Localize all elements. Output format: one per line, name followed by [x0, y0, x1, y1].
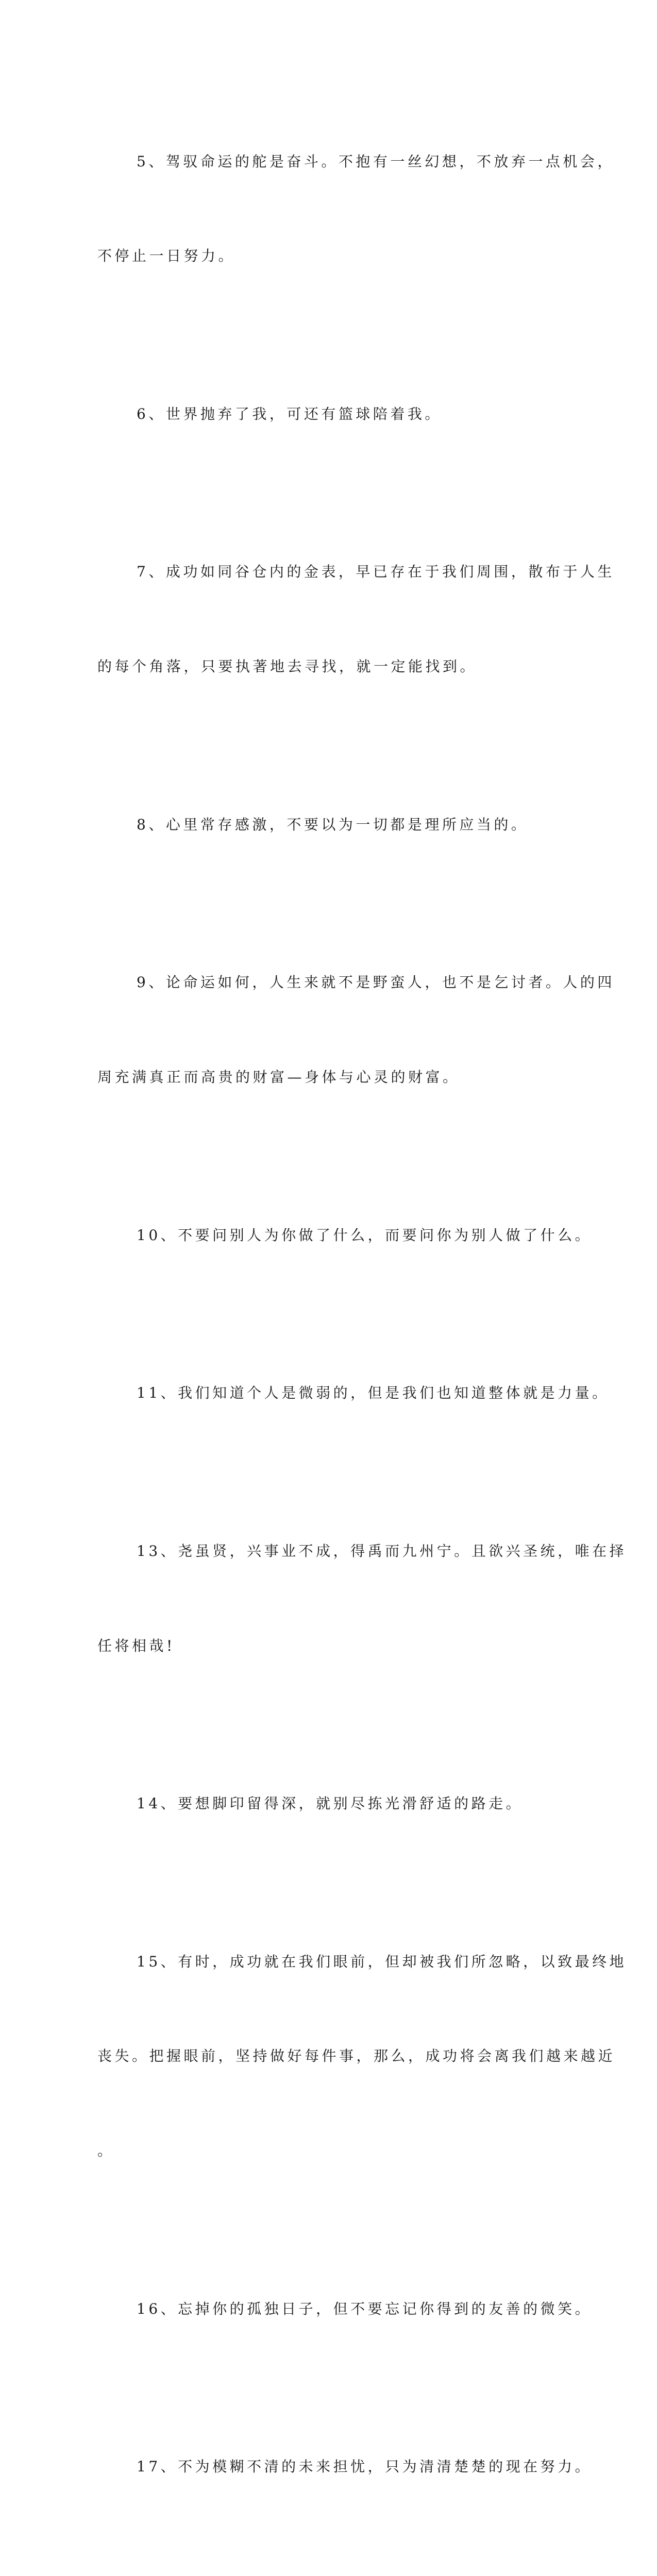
paragraph-line: 的每个角落，只要执著地去寻找，就一定能找到。: [97, 658, 478, 675]
paragraph-line: 8、心里常存感激，不要以为一切都是理所应当的。: [137, 816, 529, 833]
paragraph-line: 5、驾驭命运的舵是奋斗。不抱有一丝幻想，不放弃一点机会，: [137, 152, 615, 170]
paragraph-line: 13、尧虽贤，兴事业不成，得禹而九州宁。且欲兴圣统，唯在择: [137, 1542, 627, 1560]
paragraph-line: 11、我们知道个人是微弱的，但是我们也知道整体就是力量。: [137, 1384, 610, 1402]
paragraph-line: 10、不要问别人为你做了什么，而要问你为别人做了什么。: [137, 1226, 593, 1244]
quote-paragraph-17: [97, 2388, 593, 2546]
quote-paragraph-13: [97, 1472, 627, 1724]
quote-paragraph-6: [97, 335, 561, 493]
paragraph-line: 任将相哉!: [97, 1637, 175, 1654]
quote-paragraph-7: [97, 493, 615, 745]
paragraph-line: 16、忘掉你的孤独日子，但不要忘记你得到的友善的微笑。: [137, 2300, 593, 2317]
quote-paragraph-8: [97, 745, 561, 903]
paragraph-line: 。: [97, 2142, 115, 2160]
paragraph-line: 7、成功如同谷仓内的金表，早已存在于我们周围，散布于人生: [137, 563, 615, 581]
quote-paragraph-9: [97, 904, 615, 1156]
paragraph-line: 丧失。把握眼前，坚持做好每件事，那么，成功将会离我们越来越近: [97, 2047, 616, 2065]
paragraph-line: 6、世界抛弃了我，可还有篮球陪着我。: [137, 405, 442, 422]
paragraph-line: 不停止一日努力。: [97, 247, 236, 265]
quote-paragraph-14: [97, 1724, 561, 1882]
paragraph-line: 15、有时，成功就在我们眼前，但却被我们所忽略，以致最终地: [137, 1953, 627, 1970]
quote-paragraph-18: [97, 2546, 561, 2576]
quote-paragraph-11: [97, 1314, 610, 1472]
quote-paragraph-15: [97, 1883, 627, 2230]
document-body: [97, 82, 627, 2576]
paragraph-line: 17、不为模糊不清的未来担忧，只为清清楚楚的现在努力。: [137, 2458, 593, 2476]
paragraph-line: 14、要想脚印留得深，就别尽拣光滑舒适的路走。: [137, 1795, 524, 1812]
quote-paragraph-16: [97, 2230, 593, 2387]
quote-paragraph-5: [97, 82, 615, 335]
quote-paragraph-10: [97, 1156, 593, 1314]
paragraph-line: 周充满真正而高贵的财富—身体与心灵的财富。: [97, 1069, 460, 1086]
paragraph-line: 9、论命运如何，人生来就不是野蛮人，也不是乞讨者。人的四: [137, 974, 615, 991]
